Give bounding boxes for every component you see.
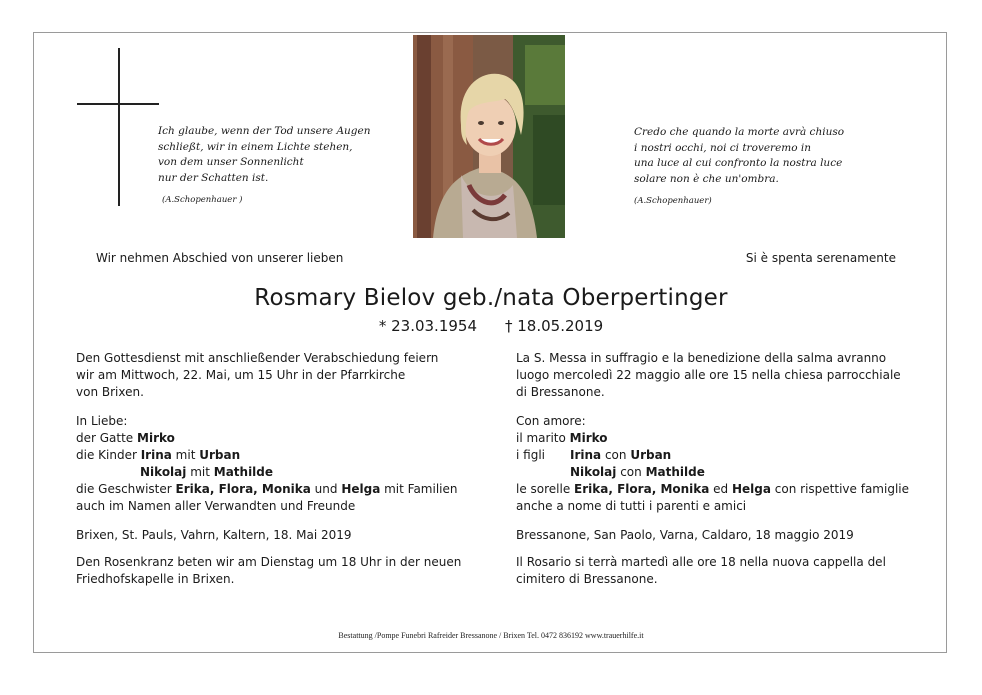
- rosary-line: Friedhofskapelle in Brixen.: [76, 572, 235, 586]
- service-line: wir am Mittwoch, 22. Mai, um 15 Uhr in der Pfarrkirche: [76, 368, 406, 382]
- children-line: [76, 464, 496, 481]
- farewell-german: Wir nehmen Abschied von unserer lieben: [96, 251, 344, 265]
- spouse-name: Mirko: [569, 431, 608, 445]
- service-line: von Brixen.: [76, 385, 144, 399]
- sibling-name: Monika: [261, 482, 311, 496]
- spouse-line: [76, 430, 496, 447]
- children-prefix: i figli: [516, 448, 545, 462]
- quote-line: von dem unser Sonnenlicht: [158, 156, 304, 168]
- spouse-prefix: der Gatte: [76, 431, 138, 445]
- rosary-line: Il Rosario si terrà martedì alle ore 18 nella nuova cappella del: [516, 555, 886, 569]
- child-name: Irina: [570, 448, 602, 462]
- siblings-prefix: le sorelle: [516, 482, 575, 496]
- german-column: [76, 350, 496, 588]
- partner-name: Mathilde: [213, 465, 274, 479]
- portrait-photo: [413, 35, 565, 238]
- quote-attribution: (A.Schopenhauer): [634, 196, 712, 206]
- spouse-line: [516, 430, 936, 447]
- rosary-line: Den Rosenkranz beten wir am Dienstag um 18 Uhr in der neuen: [76, 555, 462, 569]
- children-line: [516, 464, 936, 481]
- life-dates: [0, 317, 982, 335]
- relatives-line: anche a nome di tutti i parenti e amici: [516, 499, 747, 513]
- siblings-suffix: mit Familien: [380, 482, 458, 496]
- service-line: luogo mercoledì 22 maggio alle ore 15 nella chiesa parrocchiale: [516, 368, 901, 382]
- quote-german: [158, 124, 371, 209]
- sibling-name: Monika: [660, 482, 710, 496]
- cross-icon: [118, 48, 120, 206]
- quote-italian: [634, 125, 844, 210]
- place-date: Bressanone, San Paolo, Varna, Caldaro, 18 maggio 2019: [516, 528, 854, 542]
- quote-line: Credo che quando la morte avrà chiuso: [634, 126, 845, 138]
- with-word: mit: [171, 448, 200, 462]
- child-name: Nikolaj: [570, 465, 617, 479]
- death-date: † 18.05.2019: [505, 317, 604, 335]
- sibling-name: Flora: [218, 482, 254, 496]
- quote-line: schließt, wir in einem Lichte stehen,: [158, 140, 353, 153]
- service-line: La S. Messa in suffragio e la benedizione della salma avranno: [516, 351, 887, 365]
- sibling-name: Helga: [732, 482, 771, 496]
- with-word: mit: [186, 465, 214, 479]
- siblings-prefix: die Geschwister: [76, 482, 176, 496]
- rosary-line: cimitero di Bressanone.: [516, 572, 658, 586]
- sibling-name: Flora: [617, 482, 652, 496]
- partner-name: Urban: [199, 448, 241, 462]
- and-word: und: [310, 482, 342, 496]
- farewell-italian: Si è spenta serenamente: [745, 251, 896, 265]
- italian-column: [516, 350, 936, 588]
- quote-line: nur der Schatten ist.: [158, 171, 269, 184]
- with-word: con: [616, 465, 646, 479]
- cross-icon-bar: [77, 103, 159, 105]
- quote-line: i nostri occhi, noi ci troveremo in: [634, 141, 812, 154]
- sibling-name: Helga: [341, 482, 381, 496]
- spouse-prefix: il marito: [516, 431, 570, 445]
- partner-name: Urban: [630, 448, 672, 462]
- siblings-line: le sorelle Erika, Flora, Monika ed Helga con rispettive famiglie: [516, 482, 909, 496]
- child-name: Irina: [140, 448, 172, 462]
- sibling-name: Erika: [574, 482, 609, 496]
- relatives-line: auch im Namen aller Verwandten und Freunde: [76, 499, 356, 513]
- child-name: Nikolaj: [140, 465, 187, 479]
- siblings-line: die Geschwister Erika, Flora, Monika und Helga mit Familien: [76, 482, 458, 496]
- family-heading: In Liebe:: [76, 414, 128, 428]
- deceased-name: Rosmary Bielov geb./nata Oberpertinger: [254, 285, 728, 311]
- partner-name: Mathilde: [645, 465, 705, 479]
- children-line: [516, 447, 936, 464]
- funeral-home-footer: Bestattung /Pompe Funebri Rafreider Bressanone / Brixen Tel. 0472 836192 www.trauerhilfe.it: [338, 631, 644, 640]
- quote-line: Ich glaube, wenn der Tod unsere Augen: [158, 125, 371, 137]
- family-heading: Con amore:: [516, 414, 586, 428]
- spouse-name: Mirko: [137, 431, 175, 445]
- siblings-suffix: con rispettive famiglie: [770, 482, 909, 496]
- children-prefix: die Kinder: [76, 448, 141, 462]
- quote-line: solare non è che un'ombra.: [634, 172, 779, 185]
- birth-date: * 23.03.1954: [378, 317, 477, 335]
- quote-attribution: (A.Schopenhauer ): [162, 195, 243, 205]
- service-line: di Bressanone.: [516, 385, 605, 399]
- quote-line: una luce al cui confronto la nostra luce: [634, 157, 843, 169]
- and-word: ed: [709, 482, 732, 496]
- sibling-name: Erika: [175, 482, 210, 496]
- place-date: Brixen, St. Pauls, Vahrn, Kaltern, 18. Mai 2019: [76, 528, 352, 542]
- service-line: Den Gottesdienst mit anschließender Verabschiedung feiern: [76, 351, 439, 365]
- children-line: [76, 447, 496, 464]
- with-word: con: [601, 448, 631, 462]
